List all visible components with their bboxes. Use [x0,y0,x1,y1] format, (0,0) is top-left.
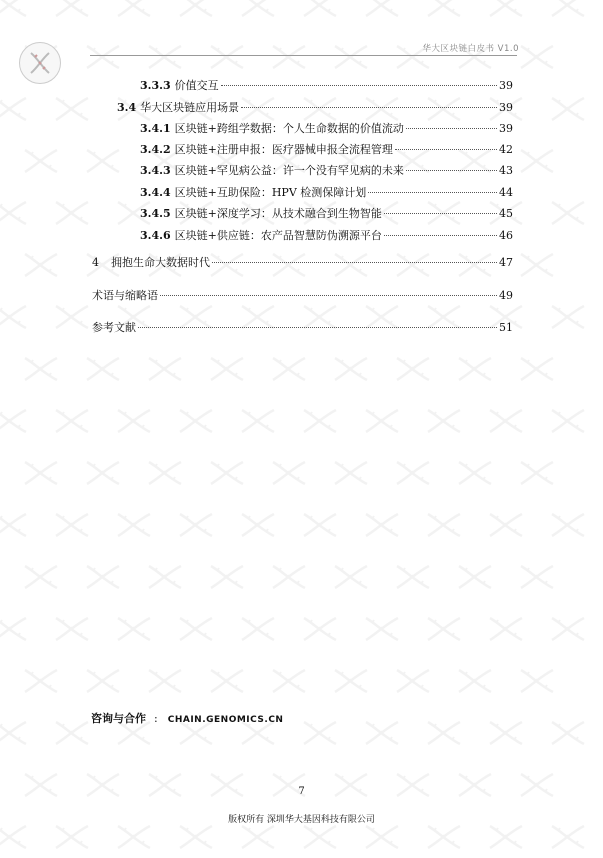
toc-entry-page: 42 [499,143,513,156]
toc-entry-page: 39 [499,101,513,114]
dna-watermark-icon [424,0,464,20]
dna-watermark-icon [114,822,154,852]
dna-watermark-icon [269,354,309,384]
dna-watermark-icon [362,406,402,436]
dna-watermark-icon [362,822,402,852]
toc-entry-page: 43 [499,164,513,177]
toc-entry-page: 39 [499,79,513,92]
dna-watermark-icon [455,562,495,592]
dna-watermark-icon [52,302,92,332]
dna-watermark-icon [331,354,371,384]
toc-leader-dots [138,327,497,328]
toc-entry-number: 3.4.1 [140,122,171,135]
dna-watermark-icon [207,562,247,592]
toc-entry-number: 4 [92,256,99,269]
contact-separator: : [154,712,158,725]
dna-watermark-icon [52,718,92,748]
dna-watermark-icon [114,0,154,20]
dna-watermark-icon [300,406,340,436]
toc-entry[interactable] [140,184,513,200]
dna-watermark-icon [362,510,402,540]
dna-watermark-icon [52,614,92,644]
dna-watermark-icon [548,302,588,332]
toc-entry-number: 3.4.4 [140,186,171,199]
dna-watermark-icon [300,0,340,20]
toc-leader-dots [406,170,497,171]
dna-watermark-icon [83,146,123,176]
toc-entry[interactable] [140,77,513,93]
dna-watermark-icon [548,822,588,852]
dna-watermark-icon [517,458,557,488]
dna-watermark-icon [548,198,588,228]
toc-entry-number: 3.3.3 [140,79,171,92]
toc-entry[interactable] [92,287,513,303]
toc-entry-title: 价值交互 [174,79,219,92]
dna-watermark-icon [176,822,216,852]
dna-watermark-icon [176,510,216,540]
dna-watermark-icon [0,0,30,20]
toc-entry-title: 区块链+互助保险：HPV 检测保障计划 [174,186,367,199]
dna-watermark-icon [145,666,185,696]
dna-watermark-icon [517,146,557,176]
toc-entry[interactable] [140,227,513,243]
dna-watermark-icon [0,406,30,436]
dna-watermark-icon [486,718,526,748]
header-rule [90,55,517,56]
dna-watermark-icon [424,718,464,748]
dna-watermark-icon [300,614,340,644]
toc-entry-title: 华大区块链应用场景 [140,101,240,114]
toc-entry-number: 3.4.6 [140,229,171,242]
dna-watermark-icon [0,302,30,332]
dna-watermark-icon [517,250,557,280]
dna-watermark-icon [362,614,402,644]
dna-watermark-icon [517,562,557,592]
contact-label: 咨询与合作 [91,712,146,725]
dna-watermark-icon [393,562,433,592]
dna-watermark-icon [548,94,588,124]
dna-watermark-icon [52,510,92,540]
toc-entry-number: 3.4.5 [140,207,171,220]
toc-entry-page: 44 [499,186,513,199]
dna-watermark-icon [21,666,61,696]
dna-watermark-icon [21,146,61,176]
toc-entry[interactable] [140,120,513,136]
dna-watermark-icon [393,666,433,696]
toc-entry[interactable] [140,205,513,221]
dna-watermark-icon [331,42,371,72]
dna-watermark-icon [269,666,309,696]
toc-leader-dots [368,192,497,193]
toc-leader-dots [212,262,497,263]
dna-watermark-icon [176,406,216,436]
toc-entry-title: 参考文献 [92,321,136,334]
dna-watermark-icon [517,666,557,696]
dna-watermark-icon [176,0,216,20]
dna-watermark-icon [21,250,61,280]
dna-logo-icon [26,49,54,77]
toc-leader-dots [395,149,497,150]
dna-watermark-icon [300,510,340,540]
toc-entry-number: 3.4 [117,101,137,114]
dna-watermark-icon [300,718,340,748]
dna-watermark-icon [238,614,278,644]
dna-watermark-icon [0,718,30,748]
dna-watermark-icon [0,614,30,644]
dna-watermark-icon [145,562,185,592]
dna-watermark-icon [331,562,371,592]
toc-entry[interactable] [92,319,513,335]
logo [19,42,61,84]
dna-watermark-icon [21,458,61,488]
dna-watermark-icon [114,510,154,540]
dna-watermark-icon [114,406,154,436]
dna-watermark-icon [517,354,557,384]
dna-watermark-icon [52,198,92,228]
dna-watermark-icon [548,406,588,436]
toc-entry-number: 3.4.2 [140,143,171,156]
dna-watermark-icon [207,354,247,384]
dna-watermark-icon [238,510,278,540]
dna-watermark-icon [269,42,309,72]
dna-watermark-icon [83,666,123,696]
dna-watermark-icon [52,822,92,852]
dna-watermark-icon [424,614,464,644]
dna-watermark-icon [145,42,185,72]
toc-leader-dots [384,213,497,214]
dna-watermark-icon [300,822,340,852]
dna-watermark-icon [548,718,588,748]
dna-watermark-icon [0,198,30,228]
contact-url-link[interactable]: CHAIN.GENOMICS.CN [167,715,284,725]
dna-watermark-icon [548,0,588,20]
toc-entry-number: 3.4.3 [140,164,171,177]
dna-watermark-icon [486,0,526,20]
dna-watermark-icon [486,614,526,644]
dna-watermark-icon [207,42,247,72]
dna-watermark-icon [238,406,278,436]
dna-watermark-icon [548,510,588,540]
toc-entry-title: 术语与缩略语 [92,289,158,302]
contact-line [91,710,283,726]
toc-entry[interactable] [140,162,513,178]
toc-entry-title: 区块链+供应链：农产品智慧防伪溯源平台 [174,229,382,242]
dna-watermark-icon [455,458,495,488]
dna-watermark-icon [238,0,278,20]
toc-entry-page: 47 [499,256,513,269]
toc-entry-title: 区块链+跨组学数据：个人生命数据的价值流动 [174,122,404,135]
dna-watermark-icon [517,42,557,72]
dna-watermark-icon [114,614,154,644]
dna-watermark-icon [83,562,123,592]
toc-entry-title: 拥抱生命大数据时代 [111,256,210,269]
dna-watermark-icon [548,614,588,644]
dna-watermark-icon [238,822,278,852]
dna-watermark-icon [52,406,92,436]
dna-watermark-icon [21,354,61,384]
dna-watermark-icon [176,614,216,644]
dna-watermark-icon [486,406,526,436]
dna-watermark-icon [83,354,123,384]
dna-watermark-icon [424,406,464,436]
toc-entry-page: 39 [499,122,513,135]
dna-watermark-icon [207,666,247,696]
dna-watermark-icon [269,562,309,592]
dna-watermark-icon [362,0,402,20]
toc-entry[interactable] [117,99,513,115]
dna-watermark-icon [52,94,92,124]
toc-entry[interactable] [92,254,513,270]
dna-watermark-icon [486,822,526,852]
toc-entry-title: 区块链+深度学习：从技术融合到生物智能 [174,207,382,220]
dna-watermark-icon [486,510,526,540]
toc-entry-page: 46 [499,229,513,242]
dna-watermark-icon [52,0,92,20]
dna-watermark-icon [145,458,185,488]
toc-entry-page: 45 [499,207,513,220]
dna-watermark-icon [424,822,464,852]
dna-watermark-icon [362,718,402,748]
dna-watermark-icon [0,94,30,124]
dna-watermark-icon [83,458,123,488]
dna-watermark-icon [455,354,495,384]
dna-watermark-icon [393,354,433,384]
toc-entry-page: 51 [499,321,513,334]
page-number: 7 [298,786,305,797]
dna-watermark-icon [0,822,30,852]
toc-leader-dots [406,128,497,129]
header-title: 华大区块链白皮书 V1.0 [422,44,519,54]
dna-watermark-icon [269,458,309,488]
toc-entry-title: 区块链+罕见病公益：许一个没有罕见病的未来 [174,164,404,177]
dna-watermark-icon [207,458,247,488]
toc-entry[interactable] [140,141,513,157]
dna-watermark-icon [331,666,371,696]
dna-watermark-icon [0,510,30,540]
toc-leader-dots [221,85,497,86]
dna-watermark-icon [331,458,371,488]
dna-watermark-icon [455,666,495,696]
toc-leader-dots [241,107,497,108]
copyright-text: 版权所有 深圳华大基因科技有限公司 [228,815,375,825]
toc-leader-dots [160,295,497,296]
dna-watermark-icon [424,510,464,540]
toc-entry-title: 区块链+注册申报：医疗器械申报全流程管理 [174,143,393,156]
dna-watermark-icon [83,42,123,72]
toc-leader-dots [384,235,497,236]
dna-watermark-icon [21,562,61,592]
toc-entry-page: 49 [499,289,513,302]
dna-watermark-icon [145,354,185,384]
dna-watermark-icon [393,458,433,488]
